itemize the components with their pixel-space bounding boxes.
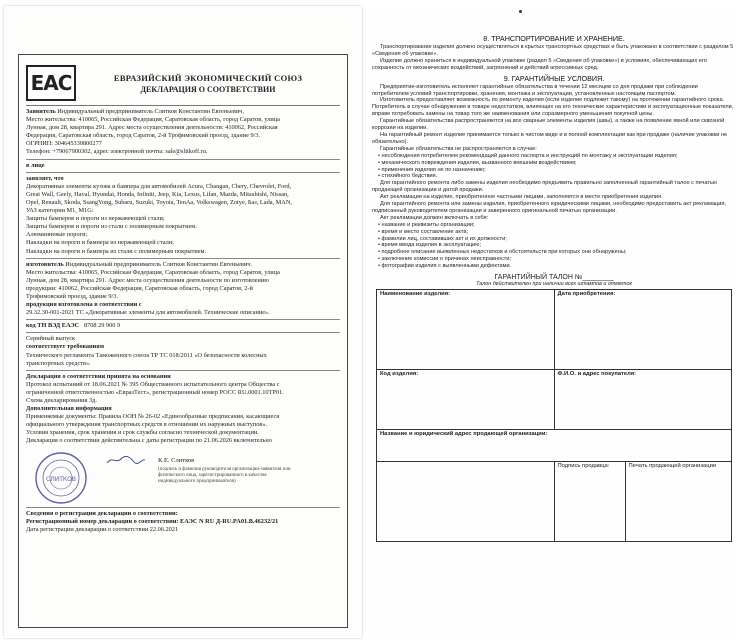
divider <box>26 319 340 320</box>
tnved-label: код ТН ВЭД ЕАЭС <box>26 322 80 330</box>
union-name: ЕВРАЗИЙСКИЙ ЭКОНОМИЧЕСКИЙ СОЮЗ <box>113 72 303 83</box>
section-9-paragraph-9: Акт рекламации должен включать в себя: <box>380 214 489 221</box>
list-item: • механического повреждения изделия, вызванного внешним воздействием; <box>378 160 736 167</box>
meets-label: соответствует требованиям <box>26 343 104 351</box>
product-line-2: Great Wall, Geely, Haval, Hyundai, Honda, Infiniti, Jeep, Kia, Lexus, Lifan, Mazda, Mitsubishi, Nissan, <box>26 190 289 198</box>
maker-value: Индивидуальный предприниматель Слитков Константин Евгеньевич. <box>65 260 252 268</box>
section-8-title: 8. ТРАНСПОРТИРОВАНИЕ И ХРАНЕНИЕ. <box>483 34 625 43</box>
divider <box>26 172 340 173</box>
declaration-header <box>26 61 340 106</box>
divider <box>26 332 340 333</box>
product-line-6: Защиты бамперов и пороги из стали с полимерным покрытием. <box>26 223 197 231</box>
serial-label: Серийный выпуск <box>26 335 76 343</box>
product-line-1: Декоративные элементы кузова и бампера для автомобилей Acura, Changan, Chery, Chevrolet, Ford, <box>26 182 292 190</box>
section-9-title: 9. ГАРАНТИЙНЫЕ УСЛОВИЯ. <box>503 73 605 83</box>
maker-line <box>26 261 340 269</box>
phone-email: Телефон: +79067900302, адрес электронной почты: sale@slitkoff.ru. <box>26 148 208 156</box>
address-line-2: Лунная, дом 28, квартира 291. Адрес места осуществления деятельности: 410062, Российская <box>26 124 278 132</box>
seller-stamp-cell[interactable]: Печать продающей организации <box>625 462 732 542</box>
maker-address-2: Лунная, дом 28, квартира 291. Адрес места осуществления деятельности по изготовлению <box>26 276 269 284</box>
section-8-paragraph-2: Изделие должно храниться в индивидуальной упаковке (раздел 5 «Сведения об упаковке») в условиях, обеспечивающих его сохранность от механических воздействий, загрязнений и действий агрессивных сред. <box>372 57 707 71</box>
registration-date: Дата регистрации декларации о соответствии 22.06.2021 <box>26 525 179 533</box>
extra-line-2: официального утверждения транспортных средств в отношении их наружных выступов». <box>26 421 268 429</box>
list-item: • стихийного бедствия. <box>378 173 736 180</box>
eac-logo: ЕАС <box>26 65 76 101</box>
extra-line-3: Условия хранения, срок хранения и срок службы согласно технической документации. <box>26 429 259 437</box>
made-per-label: продукция изготовлена в соответствии с <box>26 301 142 309</box>
warranty-coupon-table <box>376 289 732 542</box>
declaration-page <box>4 6 362 638</box>
table-row <box>377 290 732 370</box>
signature-icon <box>106 455 146 465</box>
section-9-paragraph-8: Для гарантийного ремонта или замены изделия, приобретенного юридическими лицами, необходимо предоставить акт рекламации, подписанный руководителем организации и заверенного оригинальной печатью организации. <box>372 201 727 214</box>
signer-name: К.Е. Слитков <box>158 456 195 464</box>
section-9-paragraph-3: Гарантийные обязательства распространяются на все сварные элементы изделия (швы), а также на появление явной или сквозной коррозии на изделии. <box>372 118 725 132</box>
registration-number: Регистрационный номер декларации о соответствии: ЕАЭС N RU Д-RU.PA01.B.46232/21 <box>26 517 279 525</box>
product-line-3: Opel, Renault, Skoda, SsangYong, Subaru, Suzuki, Toyota, TenAa, Volkswagen, Zotye, Баз, Lada, МАN, <box>26 198 292 206</box>
product-line-7: Алюминиевые пороги; <box>26 231 88 239</box>
extra-label: Дополнительная информация <box>26 405 112 413</box>
list-item: • подробное описание выявленных недостатков и обстоятельств при которых они обнаружены; <box>378 249 736 256</box>
maker-address-4: Трофимовский проезд, здание 9/3. <box>26 292 119 300</box>
table-row <box>377 462 732 542</box>
list-item: • заключение комиссии о причинах неисправности; <box>378 256 736 263</box>
section-9-paragraph-5: Гарантийные обязательства не распространяются в случае: <box>380 145 537 152</box>
signer-caption-2: физического лица, зарегистрированного в качестве <box>158 472 267 478</box>
signature-block <box>26 449 340 505</box>
seller-cell[interactable]: Название и юридический адрес продающей организации: <box>377 430 732 462</box>
tnved-value: 8708 29 900 9 <box>83 322 121 330</box>
table-row <box>377 370 732 430</box>
applicant-value: Индивидуальный предприниматель Слитков Константин Евгеньевич, <box>57 108 244 115</box>
table-row <box>377 430 732 462</box>
list-item: • применения изделия не по назначению; <box>378 167 736 174</box>
signer-caption-1: (подпись и фамилия руководителя организации-заявителя или <box>158 466 291 472</box>
ogrnip: ОГРНИП: 304645330800277 <box>26 140 102 148</box>
buyer-cell[interactable]: Ф.И.О. и адрес покупателя: <box>554 370 732 430</box>
seal-text: СЛИТКОВ <box>46 475 76 483</box>
validity-line: Декларация о соответствии действительна с даты регистрации по 21.06.2026 включительно <box>26 437 272 445</box>
applicant-line <box>26 108 340 116</box>
passport-text <box>372 32 736 542</box>
applicant-label: Заявитель <box>26 108 56 115</box>
address-line-3: Федерация, Саратовская область, город Саратов, 2-й Трофимовский проезд, здание 9/3. <box>26 132 261 140</box>
list-item: • время и место составление акта; <box>378 229 736 236</box>
registration-label: Сведения о регистрации декларации о соответствии: <box>26 509 178 517</box>
product-line-8: Накладки на пороги и бампера из нержавеющей стали; <box>26 239 174 247</box>
maker-address-1: Место жительства: 410065, Российская Федерация, Саратовская область, город Саратов, улица <box>26 268 280 276</box>
purchase-date-cell[interactable]: Дата приобретения: <box>554 290 732 370</box>
tnved-line <box>26 322 340 330</box>
product-line-4: УАЗ категории M1, M1G: <box>26 207 94 215</box>
section-9-paragraph-6: Для гарантийного ремонта либо замены изделия необходимо предъявить правильно заполненный гарантийный талон с печатью продающей организации и датой продажи. <box>372 180 717 194</box>
declaration-frame <box>18 54 348 628</box>
passport-page <box>372 6 736 638</box>
coupon-title: ГАРАНТИЙНЫЙ ТАЛОН №________ <box>494 274 614 282</box>
declaration-titles <box>76 73 340 94</box>
declares-label: заявляет, что <box>26 174 64 182</box>
address-line-1: Место жительства: 410065, Российская Федерация, Саратовская область, город Саратов, улица <box>26 116 280 124</box>
list-item: • несоблюдения потребителем рекомендаций данного паспорта и инструкций по монтажу и эксплуатации изделия; <box>378 153 736 160</box>
extra-line-1: Применяемые документы: Правила ООН № 26-02 «Единообразные предписания, касающиеся <box>26 413 280 421</box>
seller-sign-cell[interactable]: Подпись продавца: <box>554 462 625 542</box>
section-9-paragraph-2: Изготовитель предоставляет возможность по ремонту изделия (если изделие подлежит такому) на протяжении гарантийного срока. Потребитель в случае обнаружения в товаре недостатков, влияющих на его технические характеристики и эксплуатационные показатели, вправе потребовать замены на товар того же наименования или соразмерного уменьшения покупной цены. <box>372 97 734 118</box>
signer-caption <box>158 467 338 485</box>
list-item: • время ввода изделия в эксплуатацию; <box>378 242 736 249</box>
section-9-paragraph-4: На гарантийный ремонт изделие принимается только в чистом виде и в полной комплектации как при продаже (наличие упаковки не обязательно). <box>372 131 728 145</box>
product-line-9: Накладки на пороги и бампера из стали с полимерным покрытием. <box>26 247 207 255</box>
section-8-paragraph-1: Транспортирование изделия должно осуществляться в крытых транспортных средствах и быть упаковано в соответствии с разделом 5 «Сведения об упаковке». <box>372 44 734 57</box>
meets-line-1: Технического регламента Таможенного союза ТР ТС 018/2011 «О безопасности колесных <box>26 351 267 359</box>
list-item: • фамилии лиц, составивших акт и их должности; <box>378 236 736 243</box>
basis-line-1: Протокол испытаний от 18.06.2021 № 395 Обществанного испытательного центра Общества с <box>26 380 280 388</box>
signer-caption-3: индивидуального предпринимателя) <box>158 478 236 484</box>
made-per-value: 29.32.30-001-2021 ТС «Декоративные элементы для автомобилей. Технические описание». <box>26 309 270 317</box>
meets-line-2: транспортных средств». <box>26 359 91 367</box>
page-mark <box>519 10 522 13</box>
divider <box>26 258 340 259</box>
basis-line-2: ограниченной ответственностью «ЕвразТест», регистрационный номер РОСС RU.0001.10ТР01. <box>26 388 284 396</box>
maker-address-3: продукции: 410062, Российская Федерация, Саратовская область, город Саратов, 2-й <box>26 284 253 292</box>
section-9-paragraph-1: Предприятие-изготовитель исполняет гарантийные обязательства в течении 12 месяцев со дня продажи при соблюдении потребителем условий транспортировки, хранения, монтажа и эксплуатации, установленных настоящим паспортом. <box>372 83 698 97</box>
list-item: • фотографии изделия с выявленными дефектами. <box>378 263 736 270</box>
product-code-cell[interactable]: Код изделия: <box>377 370 555 430</box>
basis-line-3: Схема декларирования 3д. <box>26 397 97 404</box>
divider <box>26 370 340 371</box>
product-name-cell[interactable]: Наименование изделия: <box>377 290 555 370</box>
product-line-5: Защиты бамперов и пороги из нержавеющей стали; <box>26 215 165 223</box>
coupon-subtitle: Талон действителен при наличии всех штампов и отметок <box>476 281 632 288</box>
company-seal-icon <box>34 451 88 505</box>
declaration-title: ДЕКЛАРАЦИЯ О СООТВЕТСТВИИ <box>140 84 276 94</box>
in-person-label: в лице <box>26 161 45 169</box>
maker-label: изготовитель <box>26 260 64 268</box>
divider <box>26 507 340 508</box>
empty-cell <box>377 462 555 542</box>
basis-label: Декларация о соответствии принята на основании <box>26 372 171 380</box>
divider <box>26 159 340 160</box>
section-9-paragraph-7: Акт рекламации на изделие, приобретенное частными лицами, заполняется в месте приобретения изделия. <box>380 194 663 201</box>
list-item: • название и реквизиты организации; <box>378 222 736 229</box>
